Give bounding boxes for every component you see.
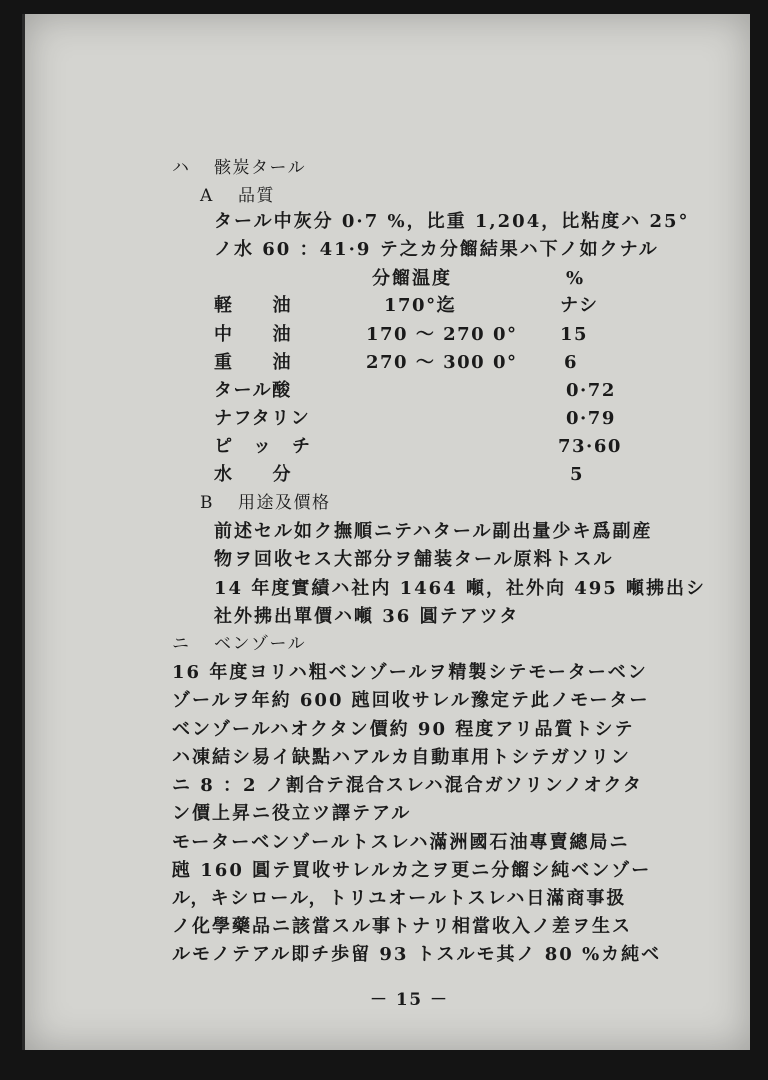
benzol-line: ゾールヲ年約 600 瓲回收サレル豫定テ此ノモーター xyxy=(172,690,650,711)
section-ni-marker: ニ xyxy=(172,634,191,654)
fraction-pct: 0·72 xyxy=(566,380,616,401)
fraction-name: 軽 油 xyxy=(214,295,292,316)
sub-b-title: 用途及價格 xyxy=(238,493,331,513)
section-ni-title: ベンゾール xyxy=(214,634,307,654)
usage-line: 物ヲ回收セス大部分ヲ舗装タール原料トスル xyxy=(214,549,614,570)
fraction-temp: 270 ～ 300 0° xyxy=(366,352,518,373)
benzol-line: ノ化學藥品ニ該當スル事トナリ相當收入ノ差ヲ生ス xyxy=(172,916,632,937)
section-ha-marker: ハ xyxy=(172,158,191,178)
benzol-line: ルモノテアル即チ歩留 93 トスルモ其ノ 80 %カ純ベ xyxy=(172,944,662,965)
section-ha-title: 骸炭タール xyxy=(214,158,307,178)
fraction-name: ナフタリン xyxy=(214,408,311,429)
quality-line-1: タール中灰分 0·7 %，比重 1,204，比粘度ハ 25° xyxy=(214,211,690,232)
table-header-pct: % xyxy=(566,268,586,289)
quality-line-2: ノ水 60 ：41·9 テ之カ分餾結果ハ下ノ如クナル xyxy=(214,239,659,260)
usage-line: 14 年度實績ハ社内 1464 噸，社外向 495 噸拂出シ xyxy=(214,578,707,599)
fraction-name: タール酸 xyxy=(214,380,292,401)
benzol-line: 16 年度ヨリハ粗ベンゾールヲ精製シテモーターベン xyxy=(172,662,648,683)
benzol-line: ル，キシロール，トリユオールトスレハ日滿商事扱 xyxy=(172,888,627,909)
table-header-temp: 分餾温度 xyxy=(372,268,452,289)
fraction-pct: 73·60 xyxy=(558,436,622,457)
fraction-name: 水 分 xyxy=(214,464,292,485)
fraction-pct: 15 xyxy=(560,324,589,345)
benzol-line: モーターベンゾールトスレハ滿洲國石油專賣總局ニ xyxy=(172,832,630,853)
fraction-pct: ナシ xyxy=(560,295,599,316)
sub-a-title: 品質 xyxy=(238,186,275,206)
fraction-pct: 0·79 xyxy=(566,408,616,429)
usage-line: 前述セル如ク撫順ニテハタール副出量少キ爲副産 xyxy=(214,521,653,542)
sub-a-marker: A xyxy=(200,186,214,206)
fraction-pct: 5 xyxy=(570,464,585,485)
fraction-name: 重 油 xyxy=(214,352,292,373)
fraction-pct: 6 xyxy=(564,352,579,373)
page-number: － 15 － xyxy=(370,990,449,1010)
benzol-line: ベンゾールハオクタン價約 90 程度アリ品質トシテ xyxy=(172,719,635,740)
benzol-line: ン價上昇ニ役立ツ譯テアル xyxy=(172,803,412,824)
fraction-temp: 170°迄 xyxy=(384,295,457,316)
fraction-name: 中 油 xyxy=(214,324,292,345)
sub-b-marker: B xyxy=(200,493,214,513)
benzol-line: ニ 8 ：2 ノ割合テ混合スレハ混合ガソリンノオクタ xyxy=(172,775,643,796)
fraction-temp: 170 ～ 270 0° xyxy=(366,324,518,345)
benzol-line: ハ凍結シ易イ缺點ハアルカ自動車用トシテガソリン xyxy=(172,747,631,768)
benzol-line: 瓲 160 圓テ買收サレルカ之ヲ更ニ分餾シ純ベンゾー xyxy=(172,860,652,881)
usage-line: 社外拂出單價ハ噸 36 圓テアツタ xyxy=(214,606,520,627)
fraction-name: ピ ッ チ xyxy=(214,436,312,457)
